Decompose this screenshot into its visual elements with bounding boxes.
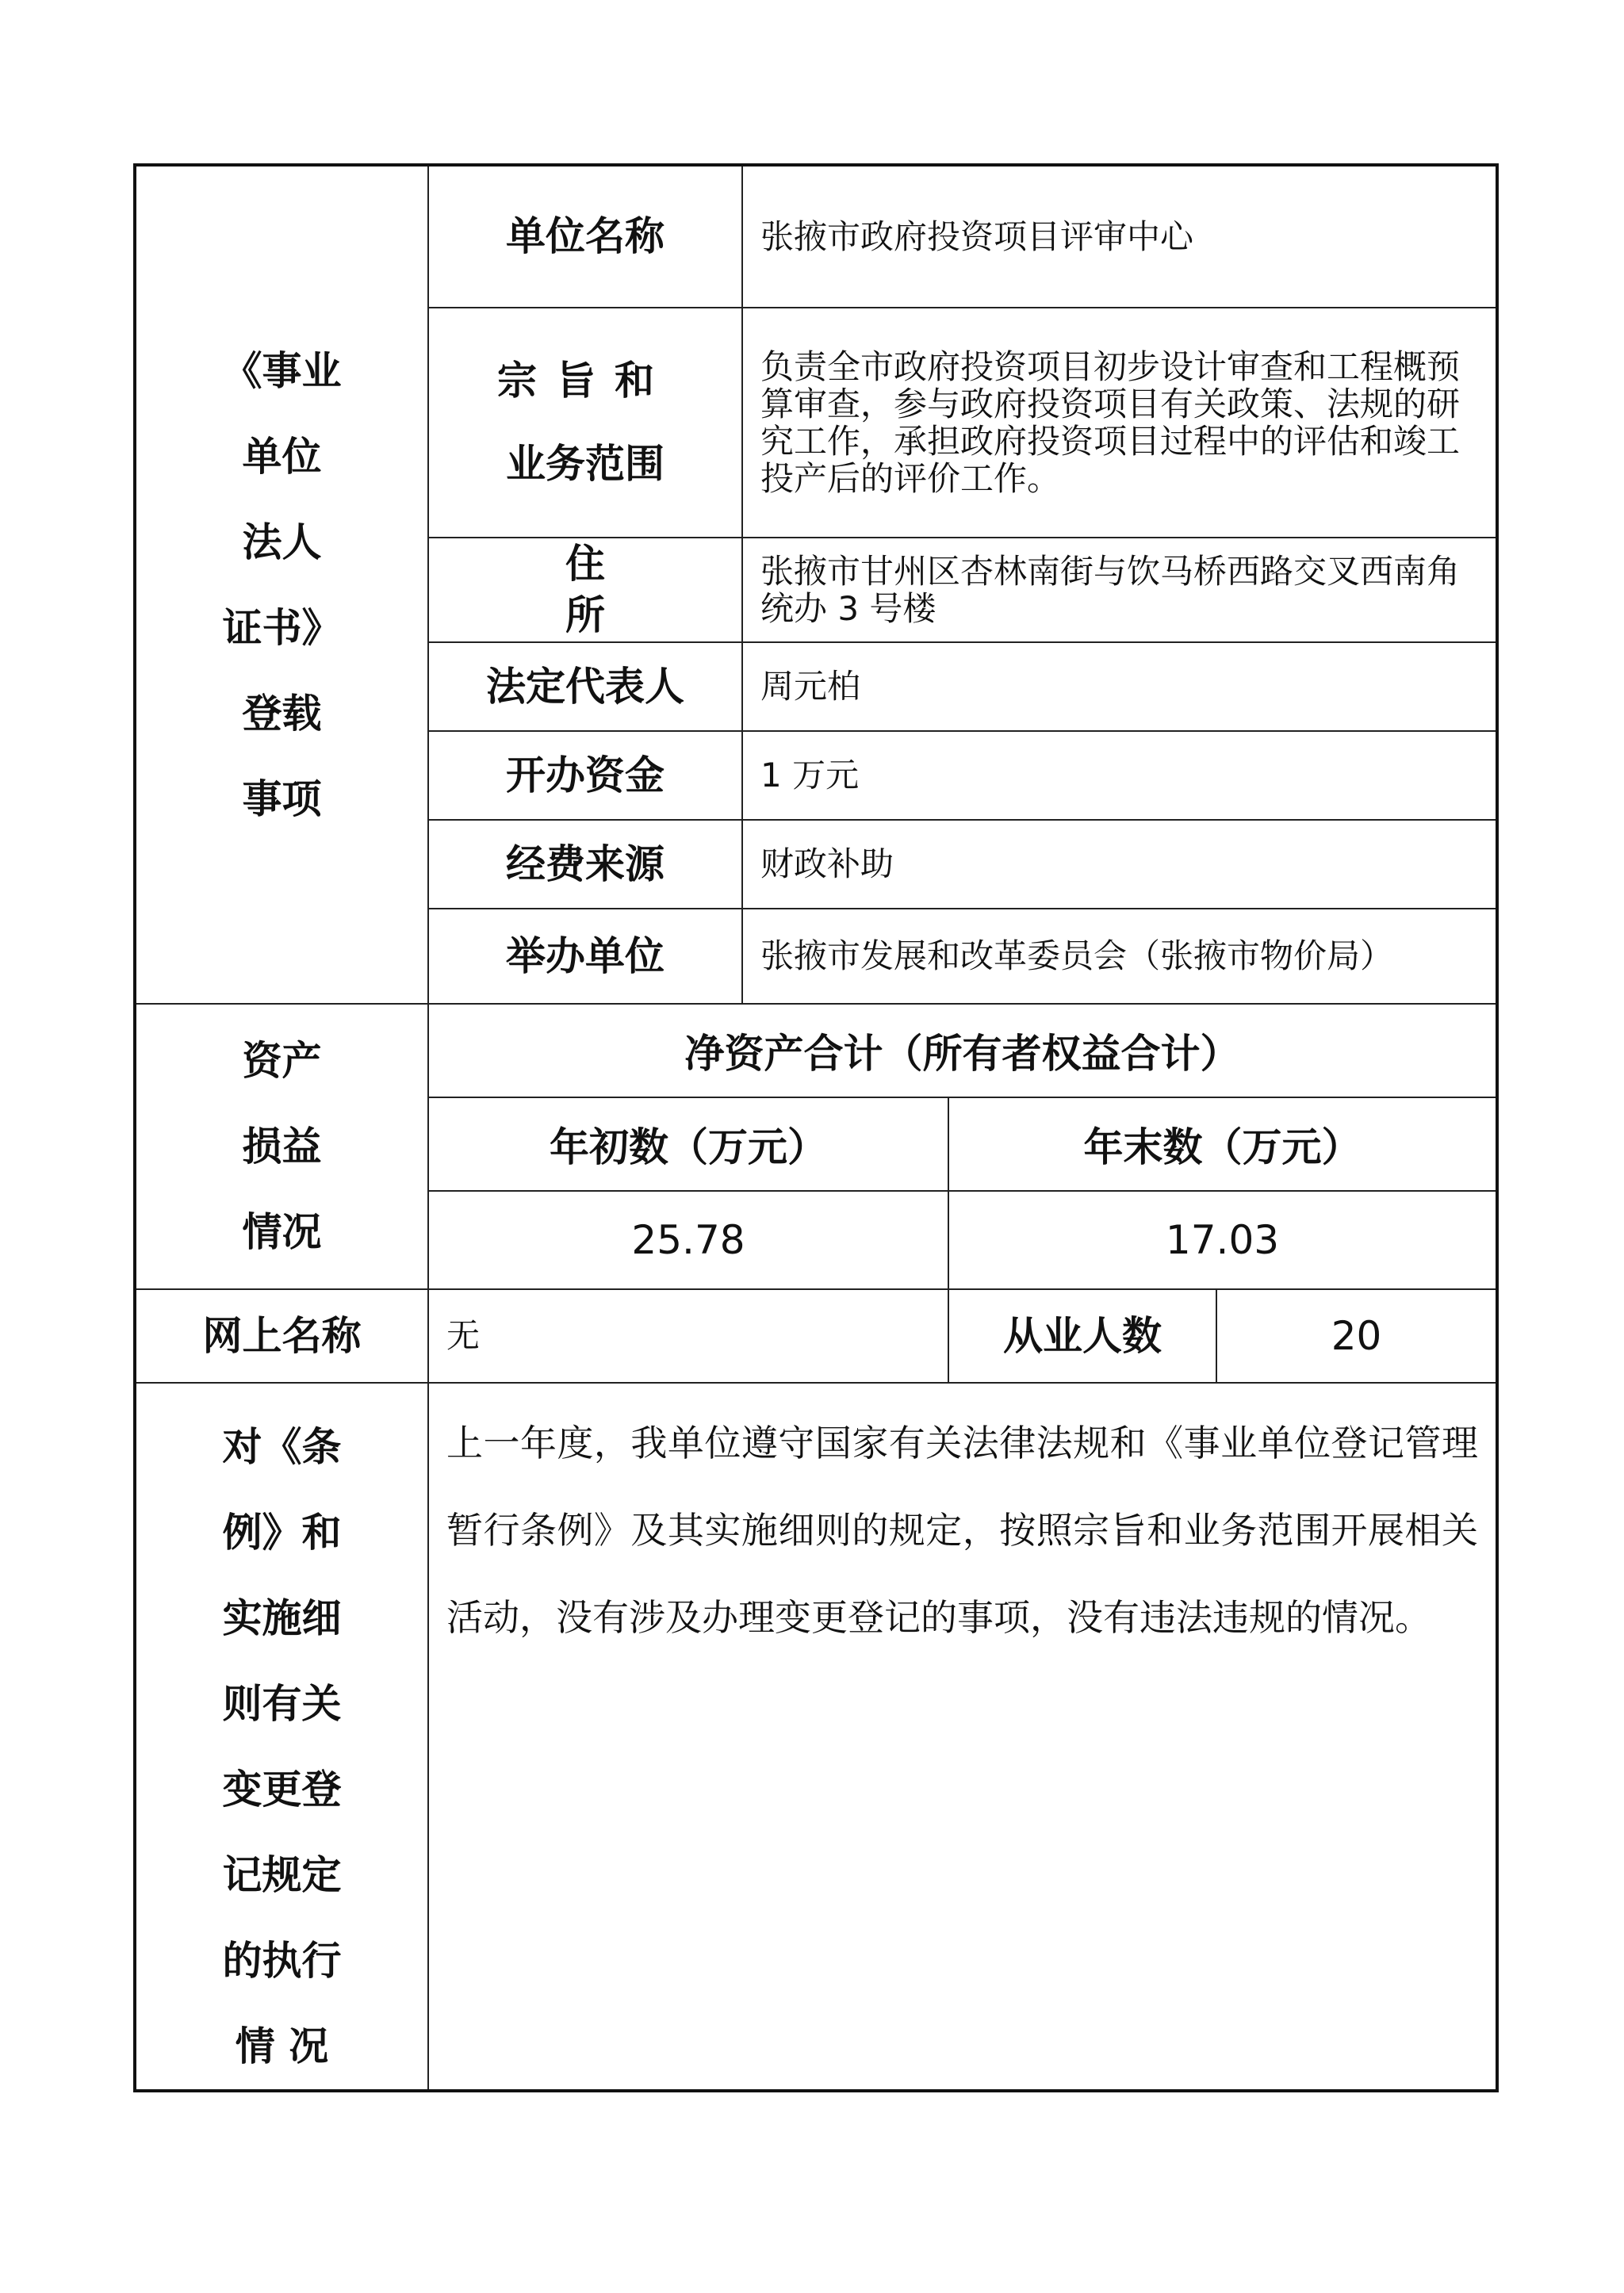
- certificate-section-label: 《事业 单位 法人 证书》 登载 事项: [135, 165, 428, 1004]
- year-end-header: 年末数（万元）: [948, 1097, 1497, 1191]
- startup-fund-value: 1 万元: [742, 731, 1497, 820]
- year-start-value: 25.78: [428, 1191, 948, 1289]
- net-assets-header: 净资产合计（所有者权益合计）: [428, 1004, 1497, 1097]
- purpose-scope-label: 宗旨和 业务范围: [428, 308, 742, 538]
- execution-section-label: 对《条 例》和 实施细 则有关 变更登 记规定 的执行 情 况: [135, 1383, 428, 2091]
- staff-count-value: 20: [1216, 1289, 1497, 1383]
- startup-fund-label: 开办资金: [428, 731, 742, 820]
- funding-source-label: 经费来源: [428, 820, 742, 909]
- unit-name-label: 单位名称: [428, 165, 742, 308]
- legal-representative-value: 周元柏: [742, 642, 1497, 731]
- address-label: 住所: [428, 538, 742, 642]
- execution-notes-cell: [428, 1383, 1497, 2091]
- online-name-label: 网上名称: [135, 1289, 428, 1383]
- address-value: 张掖市甘州区杏林南街与饮马桥西路交叉西南角统办 3 号楼: [742, 538, 1497, 642]
- year-end-value: 17.03: [948, 1191, 1497, 1289]
- unit-name-value: 张掖市政府投资项目评审中心: [742, 165, 1497, 308]
- sponsor-unit-value: 张掖市发展和改革委员会（张掖市物价局）: [742, 909, 1497, 1004]
- staff-count-label: 从业人数: [948, 1289, 1216, 1383]
- execution-notes-text: 上一年度，我单位遵守国家有关法律法规和《事业单位登记管理暂行条例》及其实施细则的规定，按照宗旨和业务范围开展相关活动，没有涉及办理变更登记的事项，没有违法违规的情况。: [446, 1422, 1478, 1639]
- registration-table: [133, 163, 1499, 2092]
- legal-representative-label: 法定代表人: [428, 642, 742, 731]
- year-start-header: 年初数（万元）: [428, 1097, 948, 1191]
- funding-source-value: 财政补助: [742, 820, 1497, 909]
- sponsor-unit-label: 举办单位: [428, 909, 742, 1004]
- purpose-scope-value: 负责全市政府投资项目初步设计审查和工程概预算审查，参与政府投资项目有关政策、法规的研究工作，承担政府投资项目过程中的评估和竣工投产后的评价工作。: [742, 308, 1497, 538]
- assets-section-label: 资产 损益 情况: [135, 1004, 428, 1289]
- online-name-value: 无: [428, 1289, 948, 1383]
